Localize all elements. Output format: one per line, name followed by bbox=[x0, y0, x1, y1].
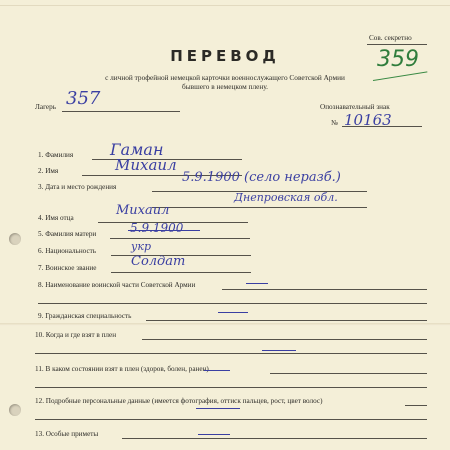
field-5-strikethrough bbox=[128, 230, 200, 231]
paper-crease-top bbox=[0, 5, 450, 6]
field-6-label: 6. Национальность bbox=[38, 247, 97, 255]
field-1-label: 1. Фамилия bbox=[38, 151, 74, 159]
secrecy-stamp: Сов. секретно bbox=[369, 34, 412, 42]
file-number-handwritten: 359 bbox=[377, 47, 419, 72]
field-11-label: 11. В каком состоянии взят в плен (здоров, болен, ранен) bbox=[35, 365, 209, 373]
field-13-label: 13. Особые приметы bbox=[35, 430, 99, 438]
field-3-line-2 bbox=[152, 207, 367, 208]
camp-line bbox=[62, 111, 180, 112]
field-12-dash bbox=[196, 408, 240, 409]
field-12-label: 12. Подробные персональные данные (имеется фотография, оттиск пальцев, рост, цвет волос) bbox=[35, 397, 323, 405]
field-3-value: 5.9.1900 (село неразб.) bbox=[182, 170, 341, 185]
field-12-line bbox=[405, 405, 427, 406]
id-mark-value: 10163 bbox=[344, 111, 392, 129]
field-11-line bbox=[270, 373, 427, 374]
punch-hole-icon bbox=[9, 404, 21, 416]
field-10-line bbox=[142, 339, 427, 340]
field-9-dash bbox=[218, 312, 248, 313]
field-10-line-2 bbox=[35, 353, 427, 354]
field-9-label: 9. Гражданская специальность bbox=[38, 312, 132, 320]
field-2-label: 2. Имя bbox=[38, 167, 59, 175]
id-mark-label: Опознавательный знак bbox=[320, 103, 390, 111]
field-8-line bbox=[222, 289, 427, 290]
field-3-label: 3. Дата и место рождения bbox=[38, 183, 117, 191]
punch-hole-icon bbox=[9, 233, 21, 245]
field-9-line bbox=[146, 320, 427, 321]
field-2-value: Михаил bbox=[115, 156, 177, 174]
field-11-dash bbox=[204, 370, 230, 371]
field-8-line-2 bbox=[38, 303, 427, 304]
subtitle-line-1: с личной трофейной немецкой карточки военнослужащего Советской Армии bbox=[105, 73, 345, 82]
field-7-value: Солдат bbox=[131, 254, 186, 269]
field-8-label: 8. Наименование воинской части Советской Армии bbox=[38, 281, 196, 289]
document-title: ПЕРЕВОД bbox=[170, 47, 280, 65]
field-4-label: 4. Имя отца bbox=[38, 214, 74, 222]
field-7-label: 7. Воинское звание bbox=[38, 264, 97, 272]
camp-label: Лагерь bbox=[35, 103, 56, 111]
subtitle-line-2: бывшего в немецком плену. bbox=[182, 82, 268, 91]
field-13-dash bbox=[198, 434, 230, 435]
field-11-line-2 bbox=[35, 387, 427, 388]
paper-fold bbox=[0, 323, 450, 326]
field-4-value: Михаил bbox=[116, 203, 170, 218]
secret-underline bbox=[367, 44, 427, 45]
field-10-label: 10. Когда и где взят в плен bbox=[35, 331, 117, 339]
field-10-dash bbox=[262, 350, 296, 351]
field-5-value: 5.9.1900 bbox=[130, 221, 184, 235]
field-6-value: укр bbox=[131, 240, 151, 253]
camp-value: 357 bbox=[66, 88, 101, 109]
field-1-value: Гаман bbox=[110, 140, 164, 159]
field-5-label: 5. Фамилия матери bbox=[38, 230, 97, 238]
field-3-value-2: Днепровская обл. bbox=[234, 191, 338, 204]
id-mark-prefix: № bbox=[331, 119, 338, 127]
field-5-line bbox=[110, 238, 250, 239]
field-13-line bbox=[122, 438, 427, 439]
field-12-line-2 bbox=[35, 419, 427, 420]
field-7-line bbox=[111, 272, 251, 273]
field-8-dash bbox=[246, 283, 268, 284]
